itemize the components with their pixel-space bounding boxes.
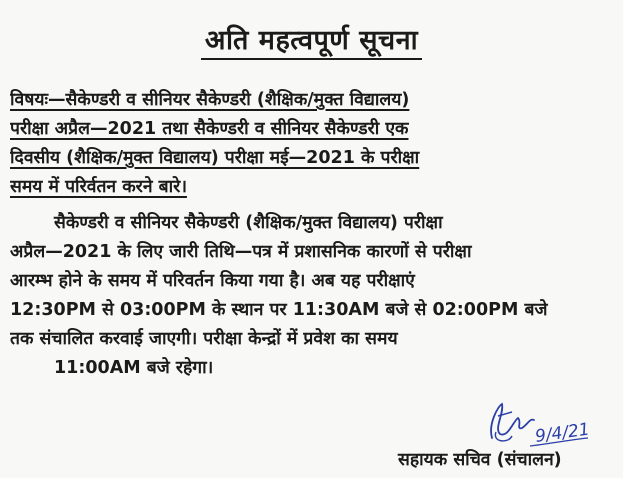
body-line: सैकेण्डरी व सीनियर सैकेण्डरी (शैक्षिक/मुक्त विद्यालय) परीक्षा — [54, 213, 443, 233]
notice-title — [0, 24, 623, 58]
body-line: अप्रैल—2021 के लिए जारी तिथि—पत्र में प्रशासनिक कारणों से परीक्षा — [10, 242, 472, 262]
subject-line: दिवसीय (शैक्षिक/मुक्त विद्यालय) परीक्षा मई—2021 के परीक्षा — [10, 148, 420, 168]
body-line: 11:00AM बजे रहेगा। — [54, 358, 214, 378]
notice-body — [10, 209, 616, 383]
body-line: तक संचालित करवाई जाएगी। परीक्षा केन्द्रों में प्रवेश का समय — [10, 329, 398, 349]
signature-date: 9/4/21 — [533, 419, 591, 447]
body-line: आरम्भ होने के समय में परिवर्तन किया गया है। अब यह परीक्षाएं — [10, 271, 415, 291]
handwritten-signature — [478, 394, 598, 454]
subject-line: विषयः—सैकेण्डरी व सीनियर सैकेण्डरी (शैक्षिक/मुक्त विद्यालय) — [10, 90, 410, 110]
subject-line: परीक्षा अप्रैल—2021 तथा सैकेण्डरी व सीनियर सैकेण्डरी एक — [10, 119, 409, 139]
notice-subject — [10, 86, 616, 202]
body-line: 12:30PM से 03:00PM के स्थान पर 11:30AM बजे से 02:00PM बजे — [10, 300, 548, 320]
notice-title-text: अति महत्वपूर्ण सूचना — [201, 25, 422, 60]
subject-line: समय में परिर्वतन करने बारे। — [10, 177, 187, 197]
signatory-designation: सहायक सचिव (संचालन) — [398, 450, 562, 470]
